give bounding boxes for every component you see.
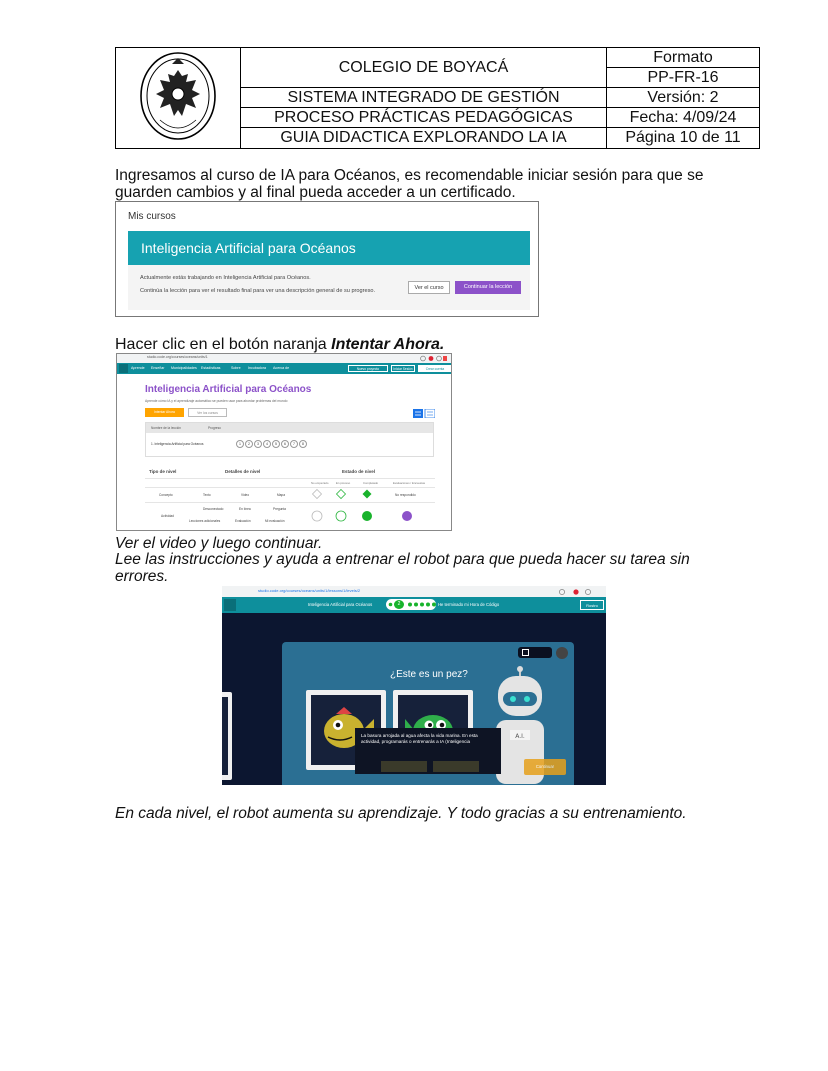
course-page-title: Inteligencia Artificial para Océanos [145,384,312,395]
code-org-logo [224,599,236,611]
browser-extension-icons [558,588,604,596]
school-name: COLEGIO DE BOYACÁ [241,48,607,88]
code-org-logo [119,364,128,373]
lesson-table-header [146,423,433,433]
paragraph-watch-video: Ver el video y luego continuar. [115,535,323,552]
continue-lesson-button[interactable]: Continuar la lección [455,281,521,294]
row-separator [145,478,435,479]
status-header: Completado [363,481,379,485]
nav-item[interactable]: Municipalidades [171,366,197,370]
click-instruction-text: Hacer clic en el botón naranja [115,336,332,353]
detail-extra-lessons: Lecciones adicionales [189,519,221,523]
date: Fecha: 4/09/24 [607,108,760,128]
lesson-name[interactable]: 1. Inteligencia Artificial para Océanos [151,442,204,446]
toolbar-toggle[interactable] [518,647,552,658]
current-level-badge[interactable]: 2 [394,600,404,609]
sign-in-button[interactable]: Iniciar Sesión [391,365,415,372]
col-level-details: Detalles de nivel [225,469,261,474]
my-courses-heading: Mis cursos [128,211,176,222]
nav-item[interactable]: Estadísticas [201,366,221,370]
row-separator [145,487,435,488]
col-lesson-name: Nombre de la lección [151,426,181,430]
document-header [115,47,760,148]
browser-url[interactable]: studio.code.org/courses/oceans/units/1 [147,355,208,359]
paragraph-train-robot: Lee las instrucciones y ayuda a entrenar el robot para que pueda hacer su tarea sin errores. [115,551,690,585]
detail-map: Mapa [277,493,285,497]
book-icon[interactable] [522,649,529,656]
site-nav-bar [117,363,451,374]
detail-question: Pregunta [273,507,286,511]
col-level-status: Estado de nivel [342,469,376,474]
row-concept-type: Concepto [159,493,173,497]
nav-item[interactable]: Sobre [231,366,241,370]
continue-button[interactable]: Continuar [524,759,566,775]
tooltip-button-right[interactable] [433,761,479,772]
concept-status-icons [309,488,389,500]
browser-toolbar [117,354,451,363]
view-courses-button[interactable]: Ver los cursos [188,408,227,417]
screenshot-ai-game [222,586,606,785]
view-toggle-icons[interactable] [413,409,435,418]
level-bubble[interactable]: 5 [272,440,280,448]
paragraph-intro: Ingresamos al curso de IA para Océanos, es recomendable iniciar sesión para que se guarden cambios y al final pueda acceder a un certificado. [115,167,704,201]
level-dots [388,602,436,607]
row-separator [145,502,435,503]
not-answered-label: No respondido [395,493,416,497]
course-page-subtitle: Aprende cómo IA y el aprendizaje automático se pueden usar para abordar problemas del mundo [145,399,288,403]
tooltip-button-left[interactable] [381,761,427,772]
instruction-text: La basura arrojada al agua afecta la vida marina. En esta actividad, programarás o entrenarás a IA (Inteligencia [361,733,478,745]
browser-url[interactable]: studio.code.org/courses/oceans/units/1/lessons/1/levels/2 [258,588,361,593]
header-table [115,47,760,149]
hour-of-code-label[interactable]: He terminado mi Hora de Código [438,602,500,607]
level-bubble[interactable]: 1 [236,440,244,448]
level-bubble[interactable]: 7 [290,440,298,448]
col-progress: Progreso [208,426,221,430]
lesson-progress-table [145,422,434,457]
level-bubble[interactable]: 6 [281,440,289,448]
photo-frame-left [222,692,232,780]
nav-item[interactable]: Aprende [131,366,145,370]
level-bubble[interactable]: 2 [245,440,253,448]
logo-cell [116,48,241,149]
level-bubble[interactable]: 3 [254,440,262,448]
detail-online: En línea [239,507,251,511]
school-seal-logo [138,50,218,142]
row-activity-type: Actividad [161,514,174,518]
course-card [128,265,530,310]
trash-icon[interactable] [556,647,568,659]
nav-item[interactable]: Acerca de [273,366,290,370]
game-question: ¿Este es un pez? [390,669,468,680]
view-course-button[interactable]: Ver el curso [408,281,450,294]
course-title: Inteligencia Artificial para Océanos [141,240,356,256]
screenshot-course-page [116,353,452,531]
browser-extension-icons [417,355,447,362]
paragraph-click-instruction [115,336,444,353]
nav-item[interactable]: Incubadora [248,366,266,370]
robot-label: A.I. [515,733,525,740]
course-hint-text: Continúa la lección para ver el resultado final para ver una descripción general de su progreso. [140,288,376,294]
format-code: PP-FR-16 [607,68,760,88]
game-course-title: Inteligencia Artificial para Océanos [308,602,373,607]
screenshot-my-courses [115,201,539,317]
instruction-tooltip [355,728,501,774]
nav-item[interactable]: Enseñar [151,366,165,370]
status-header: Evaluaciones / Encuestas [393,481,426,485]
version: Versión: 2 [607,88,760,108]
level-progress[interactable] [386,599,436,610]
status-header: En proceso [336,481,351,485]
detail-my-assessment: Mi evaluación [265,519,285,523]
guide-name: GUIA DIDACTICA EXPLORANDO LA IA [241,128,607,149]
game-header-bar [222,597,606,613]
browser-toolbar [222,586,606,597]
try-now-emphasis: Intentar Ahora. [331,336,445,353]
new-project-button[interactable]: Nuevo proyecto [348,365,388,372]
detail-video: Video [241,493,250,497]
header-menu-button[interactable]: Rostro [580,600,604,610]
process-name: PROCESO PRÁCTICAS PEDAGÓGICAS [241,108,607,128]
course-banner [128,231,530,265]
activity-status-icons [309,508,419,524]
detail-unplugged: Desconectado [203,507,224,511]
system-name: SISTEMA INTEGRADO DE GESTIÓN [241,88,607,108]
course-status-text: Actualmente estás trabajando en Inteligencia Artificial para Océanos. [140,275,311,281]
level-bubble[interactable]: 4 [263,440,271,448]
try-now-button[interactable]: Intentar Ahora [145,408,184,417]
format-label: Formato [607,48,760,68]
status-header: No empezado [311,481,329,485]
detail-text: Texto [203,493,211,497]
level-bubble[interactable]: 8 [299,440,307,448]
page-number: Página 10 de 11 [607,128,760,149]
game-stage [222,613,606,785]
detail-assessment: Evaluación [235,519,251,523]
col-level-type: Tipo de nivel [149,469,177,474]
paragraph-robot-learning: En cada nivel, el robot aumenta su aprendizaje. Y todo gracias a su entrenamiento. [115,805,687,822]
create-account-button[interactable]: Crear cuenta [418,365,452,372]
